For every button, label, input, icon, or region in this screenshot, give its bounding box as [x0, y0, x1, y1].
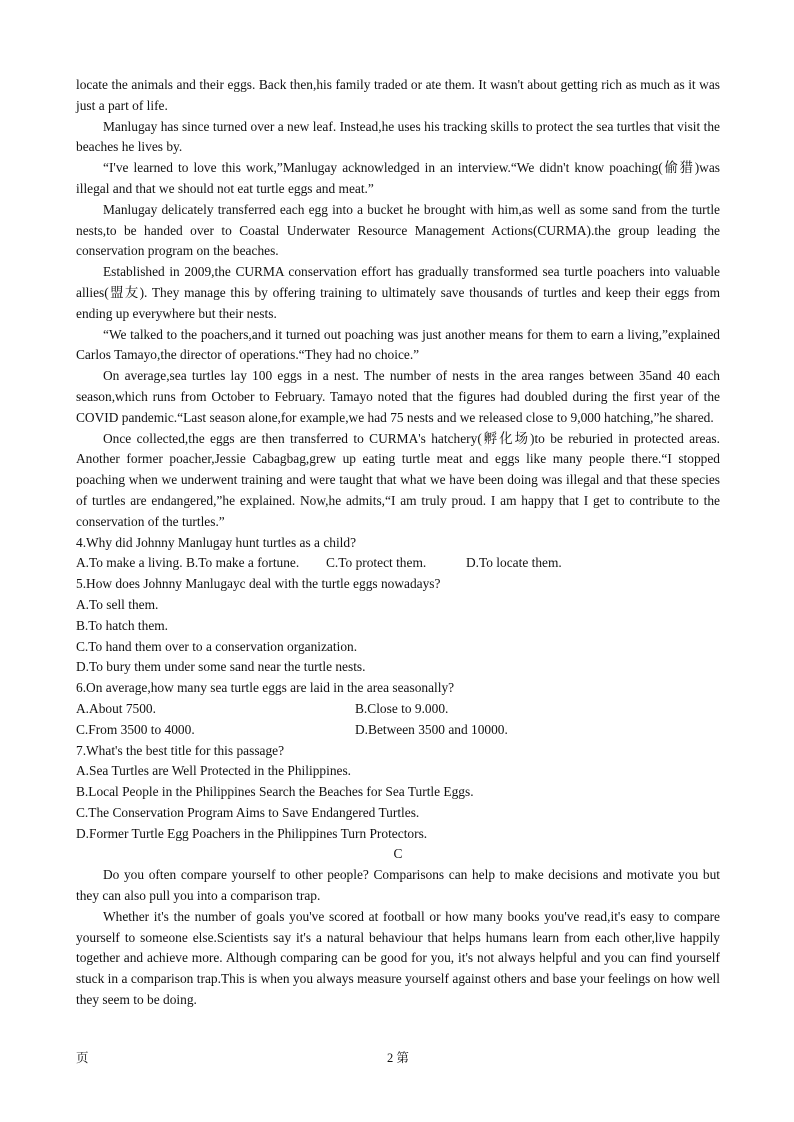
question-stem: 5.How does Johnny Manlugayc deal with the turtle eggs nowadays?	[76, 576, 441, 592]
question-options-row	[76, 720, 720, 741]
paragraph: Whether it's the number of goals you've scored at football or how many books you've read,it's easy to compare yourself to someone else.Scientists say it's a natural behaviour that helps humans learn from each other,live happily together and achieve more. Although comparing can be good for you, it's not always helpful and you can find yourself stuck in a comparison trap.This is when you always measure yourself against others and base your feelings on how well they seem to be doing.	[76, 908, 720, 1008]
paragraph: Established in 2009,the CURMA conservation effort has gradually transformed sea turtle poachers into valuable allies(盟友). They manage this by offering training to ultimately save thousands of turtles and keep their eggs from ending up everywhere but their nests.	[76, 264, 720, 321]
paragraph: “We talked to the poachers,and it turned out poaching was just another means for them to earn a living,”explained Carlos Tamayo,the director of operations.“They had no choice.”	[76, 326, 720, 363]
document-page	[76, 75, 720, 1011]
option: C.The Conservation Program Aims to Save Endangered Turtles.	[76, 804, 420, 820]
paragraph: On average,sea turtles lay 100 eggs in a nest. The number of nests in the area ranges between 35and 40 each season,which runs from October to February. Tamayo noted that the figures had doubled during the first year of the COVID pandemic.“Last season alone,for example,we had 75 nests and we released close to 9,000 hatching,”he shared.	[76, 368, 720, 425]
footer-left-text: 页	[76, 1051, 89, 1065]
option: B.To hatch them.	[76, 617, 169, 633]
option: C.To protect them.	[326, 555, 427, 571]
option: B.To make a fortune.	[186, 555, 300, 571]
option: A.Sea Turtles are Well Protected in the Philippines.	[76, 763, 352, 779]
option: C.To hand them over to a conservation organization.	[76, 638, 358, 654]
question-options-row	[76, 553, 720, 574]
paragraph: Manlugay has since turned over a new leaf. Instead,he uses his tracking skills to protect the sea turtles that visit the beaches he lives by.	[76, 118, 720, 155]
option: D.To locate them.	[466, 555, 562, 571]
question-stem: 4.Why did Johnny Manlugay hunt turtles as a child?	[76, 534, 357, 550]
question-stem: 7.What's the best title for this passage?	[76, 742, 285, 758]
paragraph: Do you often compare yourself to other people? Comparisons can help to make decisions and motivate you but they can also pull you into a comparison trap.	[76, 867, 720, 904]
question-stem: 6.On average,how many sea turtle eggs are laid in the area seasonally?	[76, 680, 455, 696]
paragraph: “I've learned to love this work,”Manlugay acknowledged in an interview.“We didn't know poaching(偷猎)was illegal and that we should not eat turtle eggs and meat.”	[76, 160, 720, 196]
option: A.To sell them.	[76, 596, 159, 612]
option: D.To bury them under some sand near the turtle nests.	[76, 659, 366, 675]
option: C.From 3500 to 4000.	[76, 721, 195, 737]
option: D.Former Turtle Egg Poachers in the Philippines Turn Protectors.	[76, 825, 428, 841]
question-options-row	[76, 699, 720, 720]
paragraph: Manlugay delicately transferred each egg into a bucket he brought with him,as well as some sand from the turtle nests,to be handed over to Coastal Underwater Resource Management Actions(CURMA).the group leading the conservation program on the beaches.	[76, 201, 720, 259]
option: A.About 7500.	[76, 700, 156, 716]
page-number: 2 第	[387, 1051, 409, 1065]
section-heading: C	[393, 846, 403, 862]
option: D.Between 3500 and 10000.	[355, 721, 508, 737]
paragraph: Once collected,the eggs are then transferred to CURMA's hatchery(孵化场)to be reburied in protected areas. Another former poacher,Jessie Cabagbag,grew up eating turtle meat and eggs like many people there.“I stopped poaching when we underwent training and were taught that what we have been doing was illegal and that these species of turtles are endangered,”he explained. Now,he admits,“I am truly proud. I am happy that I get to contribute to the conservation of the turtles.”	[76, 430, 720, 529]
option: A.To make a living.	[76, 555, 183, 571]
option: B.Close to 9.000.	[355, 700, 449, 716]
paragraph: locate the animals and their eggs. Back then,his family traded or ate them. It wasn't about getting rich as much as it was just a part of life.	[76, 77, 720, 113]
option: B.Local People in the Philippines Search the Beaches for Sea Turtle Eggs.	[76, 784, 474, 800]
